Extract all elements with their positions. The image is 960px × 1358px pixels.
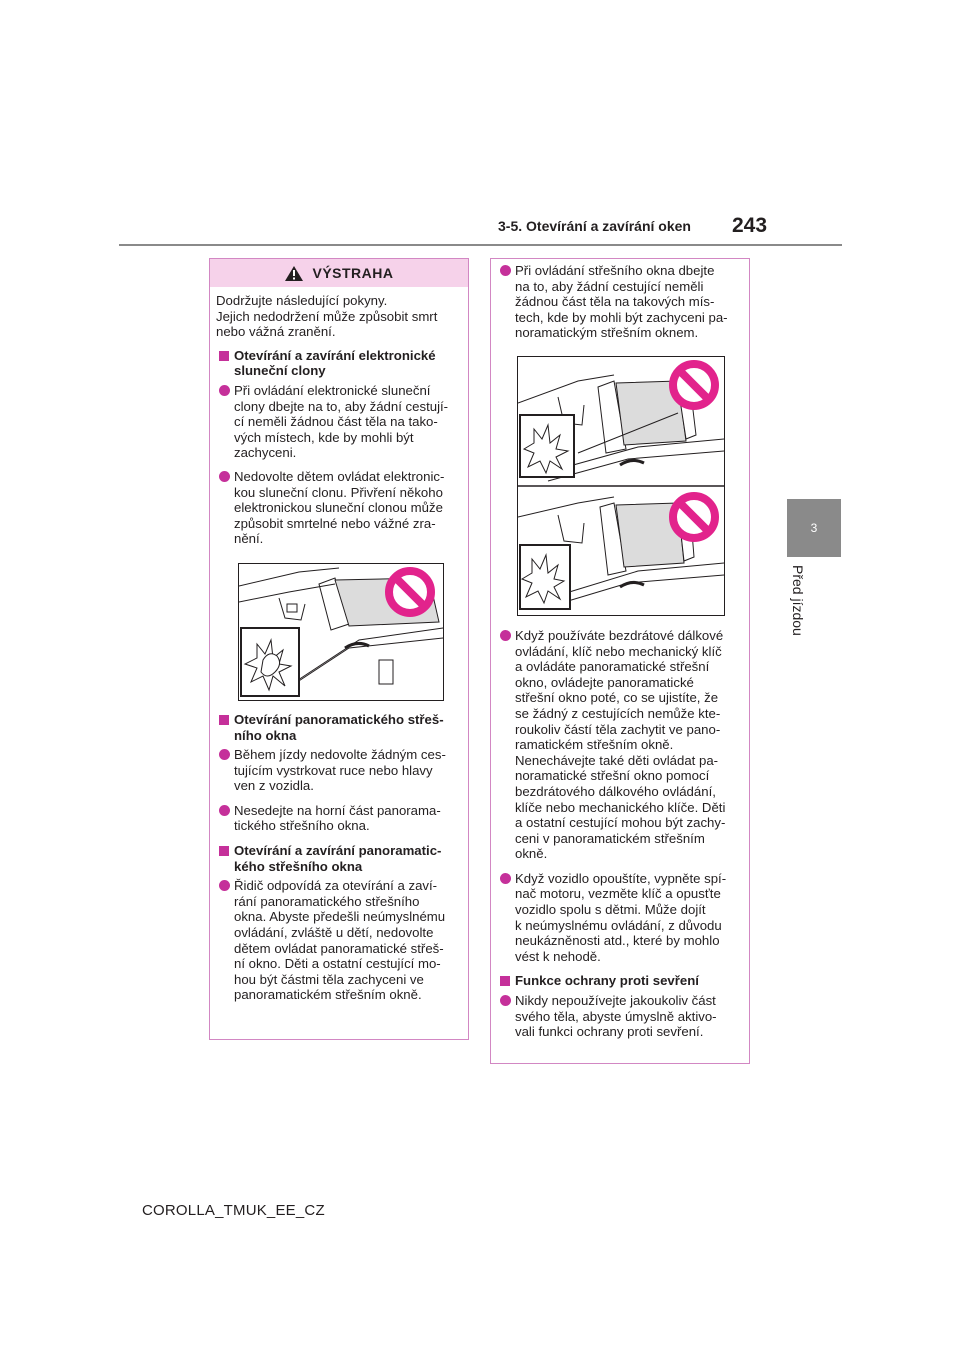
sunshade-illustration xyxy=(238,563,444,701)
warning-header xyxy=(210,259,468,287)
warning-title: VÝSTRAHA xyxy=(312,265,394,281)
chapter-number: 3 xyxy=(810,521,818,535)
chapter-tab xyxy=(787,499,841,557)
section-heading: Otevírání a zavírání elektronické sluneční clony xyxy=(216,348,462,379)
panoramic-roof-illustration xyxy=(517,356,725,616)
chapter-title: Před jízdou xyxy=(790,565,806,636)
page-number: 243 xyxy=(732,214,768,237)
bullet-item: Při ovládání střešního okna dbejte na to, aby žádní cestující neměli žádnou část těla na takových mís- tech, kde by mohli být zachyceni pa- noramatickým střešním oknem. xyxy=(497,263,743,341)
bullet-item: Při ovládání elektronické sluneční clony dbejte na to, aby žádní cestují- cí neměli žádnou část těla na tako- vých místech, kde by mohli být zachyceni. xyxy=(216,383,462,461)
warning-triangle-icon xyxy=(284,265,304,282)
sunshade-drawing xyxy=(239,564,443,700)
section-heading: Otevírání a zavírání panoramatic- kého střešního okna xyxy=(216,843,462,874)
bullet-item: Řidič odpovídá za otevírání a zaví- rání panoramatického střešního okna. Abyste předešli neúmyslnému ovládání, zvláště u dětí, nedovolte dětem ovládat panoramatické střeš- ní okno. Děti a ostatní cestující mo- hou být částmi těla zachyceni ve panoramatickém střešním okně. xyxy=(216,878,462,1003)
bullet-item: Když vozidlo opouštíte, vypněte spí- nač motoru, vezměte klíč a opusťte vozidlo spolu s dětmi. Může dojít k neúmyslnému ovládání, z důvodu neukázněnosti atd., které by mohlo vést k nehodě. xyxy=(497,871,743,965)
bullet-item: Nesedejte na horní část panorama- tického střešního okna. xyxy=(216,803,462,834)
bullet-item: Během jízdy nedovolte žádným ces- tujícím vystrkovat ruce nebo hlavy ven z vozidla. xyxy=(216,747,462,794)
document-id: COROLLA_TMUK_EE_CZ xyxy=(142,1202,325,1219)
prohibition-icon xyxy=(389,571,431,613)
bullet-item: Když používáte bezdrátové dálkové ovládání, klíč nebo mechanický klíč a ovládáte panoramatické střešní okno, ovládejte panoramatické střešní okno poté, co se ujistíte, že se žádný z cestujících nemůže kte- roukoliv částí těla zachytit ve pano- ramatickém střešním okně. Nenechávejte také děti ovládat pa- noramatické střešní okno pomocí bezdrátového dálkového ovládání, klíče nebo mechanického klíče. Děti a ostatní cestující mohou být zachy- ceni v panoramatickém střešním okně. xyxy=(497,628,743,862)
bullet-item: Nedovolte dětem ovládat elektronic- kou sluneční clonu. Přivření někoho elektronickou sluneční clonou může způsobit smrtelné nebo vážné zra- nění. xyxy=(216,469,462,547)
panoramic-roof-drawing xyxy=(518,357,724,615)
warning-box-continued xyxy=(490,258,750,1064)
warning-intro: Dodržujte následující pokyny. Jejich nedodržení může způsobit smrt nebo vážná zranění. xyxy=(216,293,438,340)
warning-box xyxy=(209,258,469,1040)
section-title: 3-5. Otevírání a zavírání oken xyxy=(498,218,691,234)
section-heading: Otevírání panoramatického střeš- ního okna xyxy=(216,712,462,743)
bullet-item: Nikdy nepoužívejte jakoukoliv část svého těla, abyste úmyslně aktivo- vali funkci ochrany proti sevření. xyxy=(497,993,743,1040)
section-heading: Funkce ochrany proti sevření xyxy=(497,973,743,989)
prohibition-icon xyxy=(673,364,715,406)
prohibition-icon xyxy=(673,496,715,538)
header-rule xyxy=(119,244,842,246)
